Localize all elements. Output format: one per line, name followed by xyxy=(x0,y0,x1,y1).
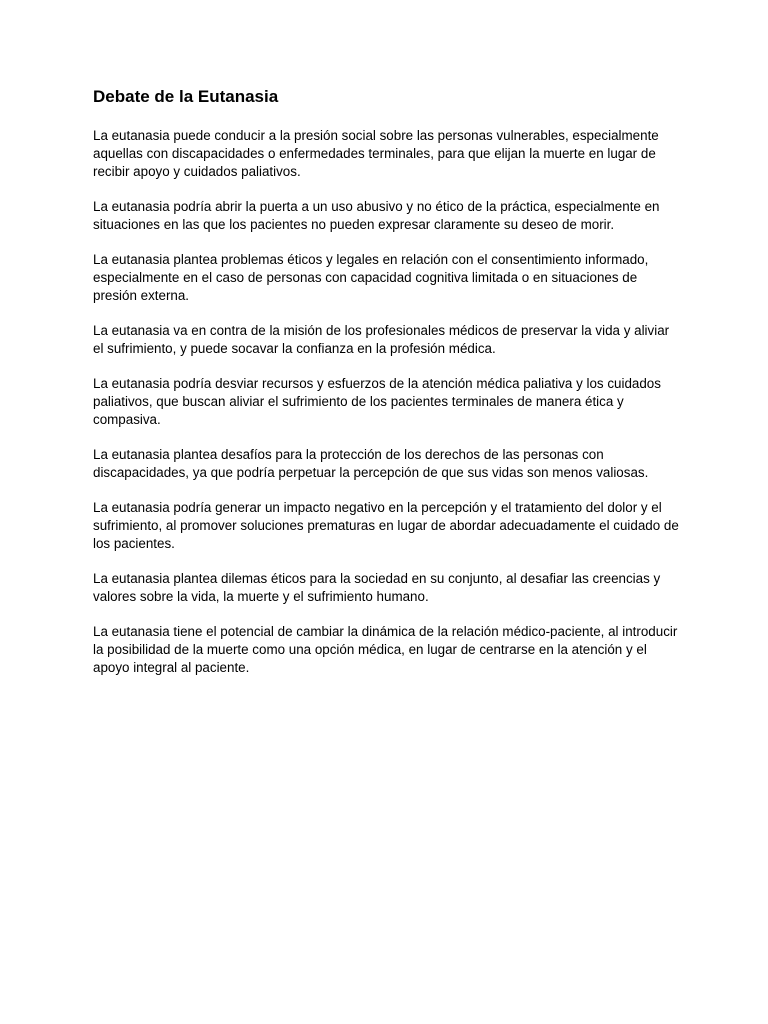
paragraph-2: La eutanasia podría abrir la puerta a un uso abusivo y no ético de la práctica, especialmente en situaciones en las que los pacientes no pueden expresar claramente su deseo de morir. xyxy=(93,199,660,232)
paragraph-6: La eutanasia plantea desafíos para la protección de los derechos de las personas con discapacidades, ya que podría perpetuar la percepción de que sus vidas son menos valiosas. xyxy=(93,447,649,480)
paragraph-5: La eutanasia podría desviar recursos y esfuerzos de la atención médica paliativa y los cuidados paliativos, que buscan aliviar el sufrimiento de los pacientes terminales de manera ética y compasiva. xyxy=(93,376,661,427)
paragraph-9: La eutanasia tiene el potencial de cambiar la dinámica de la relación médico-paciente, al introducir la posibilidad de la muerte como una opción médica, en lugar de centrarse en la atención y el apoyo integral al paciente. xyxy=(93,624,678,675)
paragraph-4: La eutanasia va en contra de la misión de los profesionales médicos de preservar la vida y aliviar el sufrimiento, y puede socavar la confianza en la profesión médica. xyxy=(93,323,670,356)
document-title: Debate de la Eutanasia xyxy=(93,87,279,106)
paragraph-3: La eutanasia plantea problemas éticos y legales en relación con el consentimiento informado, especialmente en el caso de personas con capacidad cognitiva limitada o en situaciones de presión externa. xyxy=(93,252,649,303)
document-body xyxy=(93,86,683,694)
paragraph-8: La eutanasia plantea dilemas éticos para la sociedad en su conjunto, al desafiar las creencias y valores sobre la vida, la muerte y el sufrimiento humano. xyxy=(93,571,661,604)
paragraph-7: La eutanasia podría generar un impacto negativo en la percepción y el tratamiento del dolor y el sufrimiento, al promover soluciones prematuras en lugar de abordar adecuadamente el cuidado de los pacientes. xyxy=(93,500,679,551)
paragraph-1: La eutanasia puede conducir a la presión social sobre las personas vulnerables, especialmente aquellas con discapacidades o enfermedades terminales, para que elijan la muerte en lugar de recibir apoyo y cuidados paliativos. xyxy=(93,128,659,179)
